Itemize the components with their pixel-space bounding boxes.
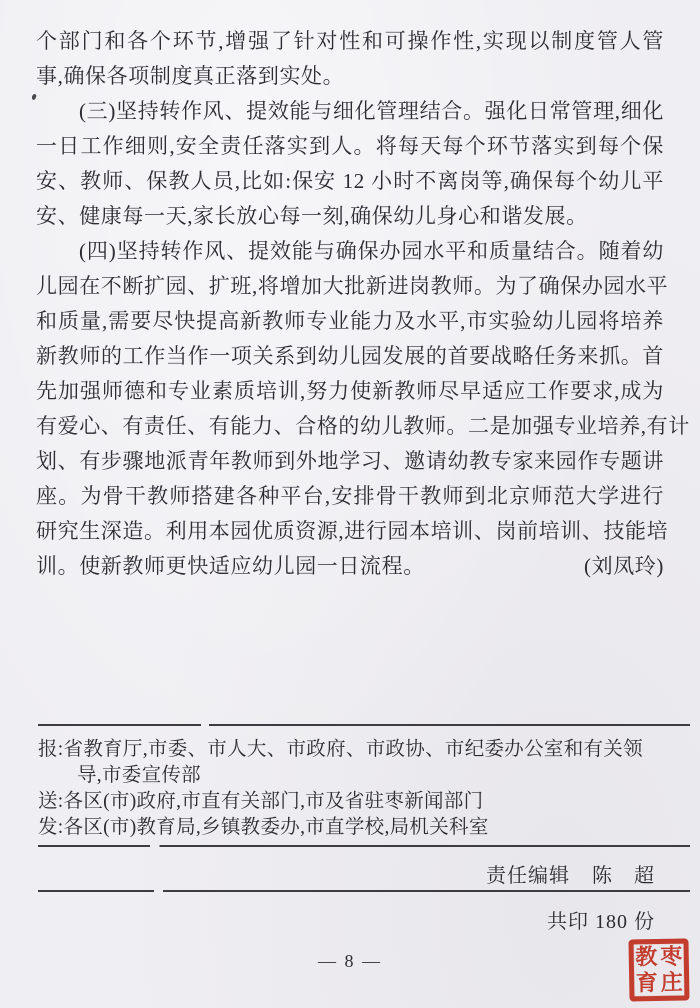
text-line: 一日工作细则,安全责任落实到人。将每天每个环节落实到每个保: [36, 134, 664, 158]
body-text: [36, 24, 690, 584]
distribution-rule-bottom: [38, 845, 690, 847]
editor-divider-rule: [38, 890, 690, 892]
text-line: 事,确保各项制度真正落到实处。: [36, 64, 345, 88]
seal-stamp: [628, 938, 689, 1001]
text-line: 和质量,需要尽快提高新教师专业能力及水平,市实验幼儿园将培养: [36, 309, 664, 333]
editor-credit: [486, 859, 655, 888]
seal-char: 庄: [660, 969, 683, 995]
distribution-line: 报:省教育厅,市委、市人大、市政府、市政协、市纪委办公室和有关领: [38, 739, 643, 760]
text-line: 安、健康每一天,家长放心每一刻,确保幼儿身心和谐发展。: [36, 204, 588, 228]
distribution-line: 发:各区(市)教育局,乡镇教委办,市直学校,局机关科室: [38, 817, 489, 838]
text-line: 先加强师德和专业素质培训,努力使新教师尽早适应工作要求,成为: [36, 379, 664, 403]
text-line: 有爱心、有责任、有能力、合格的幼儿教师。二是加强专业培养,有计: [36, 414, 690, 438]
text-line: 研究生深造。利用本园优质资源,进行园本培训、岗前培训、技能培: [36, 519, 669, 543]
print-count: 共印 180 份: [547, 911, 655, 933]
text-line-content: 训。使新教师更快适应幼儿园一日流程。: [36, 554, 425, 578]
distribution-line: 送:各区(市)政府,市直有关部门,市及省驻枣新闻部门: [38, 791, 484, 812]
text-line: (三)坚持转作风、提效能与细化管理结合。强化日常管理,细化: [79, 99, 664, 123]
text-line: 安、教师、保教人员,比如:保安 12 小时不离岗等,确保每个幼儿平: [36, 169, 664, 193]
paragraph: [36, 24, 664, 94]
distribution-rule-top: [38, 724, 690, 726]
editor-label: 责任编辑: [486, 865, 570, 887]
seal-char: 枣: [660, 943, 683, 969]
paragraph: [36, 234, 690, 584]
text-line: (四)坚持转作风、提效能与确保办园水平和质量结合。随着幼: [79, 239, 664, 263]
seal-char: 教: [635, 944, 658, 970]
paragraph: [36, 94, 664, 234]
page-number: — 8 —: [318, 951, 382, 971]
text-line: [36, 549, 664, 584]
text-line: 划、有步骤地派青年教师到外地学习、邀请幼教专家来园作专题讲: [36, 449, 664, 473]
author-signature: (刘凤玲): [584, 554, 664, 578]
seal-char: 育: [635, 970, 658, 996]
editor-name: 陈 超: [592, 865, 655, 887]
text-line: 座。为骨干教师搭建各种平台,安排骨干教师到北京师范大学进行: [36, 484, 664, 508]
text-line: 新教师的工作当作一项关系到幼儿园发展的首要战略任务来抓。首: [36, 344, 664, 368]
distribution-list: [38, 737, 668, 841]
text-line: 个部门和各个环节,增强了针对性和可操作性,实现以制度管人管: [36, 29, 664, 53]
distribution-line: 导,市委宣传部: [77, 765, 201, 786]
text-line: 儿园在不断扩园、扩班,将增加大批新进岗教师。为了确保办园水平: [36, 274, 669, 298]
